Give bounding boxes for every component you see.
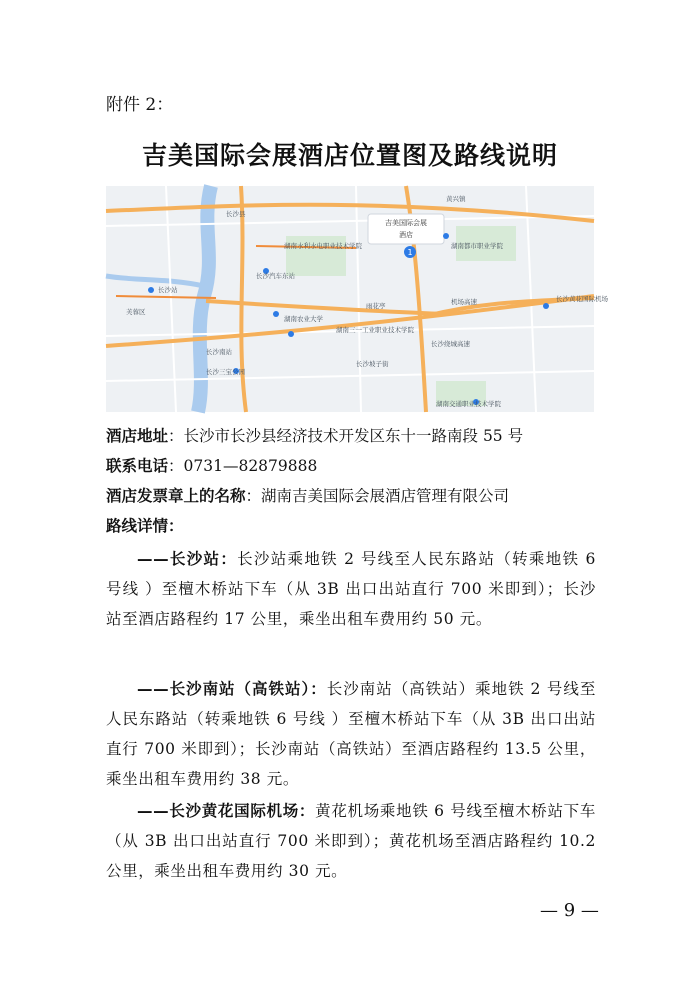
page-number: — 9 — <box>540 900 599 921</box>
map-label-hotel-1: 吉美国际会展 <box>385 219 427 227</box>
map-label-huangxing: 黄兴镇 <box>446 195 466 203</box>
map-label-bus-station: 长沙汽车东站 <box>256 272 295 280</box>
route-head: ——长沙南站（高铁站）： <box>137 680 327 698</box>
phone-line <box>106 454 317 476</box>
map-label-hotel-2: 酒店 <box>399 231 413 239</box>
route-head: ——长沙站： <box>137 550 238 568</box>
invoice-label: 酒店发票章上的名称 <box>106 487 246 505</box>
route-text: 长沙站乘地铁 2 号线至人民东路站（转乘地铁 6 号线 ）至檀木桥站下车（从 3B 出口出站直行 700 米即到）；长沙站至酒店路程约 17 公里，乘坐出租车费用约 50 元。 <box>106 550 596 628</box>
map-label-airport: 长沙黄花国际机场 <box>556 295 608 303</box>
map-label-airport-highway: 机场高速 <box>451 298 477 306</box>
hotel-marker[interactable]: 1 <box>407 248 413 257</box>
invoice-line <box>106 484 509 506</box>
phone-value: ：0731—82879888 <box>168 457 318 475</box>
map-label-south-station: 长沙南站 <box>206 348 232 356</box>
map-label-changsha-station: 长沙站 <box>158 286 178 294</box>
map-label-furong: 芙蓉区 <box>126 308 146 316</box>
map-label-yuhua: 雨花亭 <box>366 302 386 310</box>
attachment-label: 附件 2： <box>106 95 174 115</box>
route-airport <box>106 796 596 886</box>
address-line <box>106 424 523 446</box>
page-title: 吉美国际会展酒店位置图及路线说明 <box>141 141 558 170</box>
address-label: 酒店地址 <box>106 427 169 445</box>
route-text: 长沙南站（高铁站）乘地铁 2 号线至人民东路站（转乘地铁 6 号线 ）至檀木桥站下车（从 3B 出口出站直行 700 米即到）；长沙南站（高铁站）至酒店路程约 13.5 公里，乘坐出租车费用约 38 元。 <box>106 680 596 788</box>
map-label-rao: 长沙绕城高速 <box>431 340 470 348</box>
map-canvas <box>106 186 608 412</box>
route-head: ——长沙黄花国际机场： <box>137 802 316 820</box>
invoice-value: ：湖南吉美国际会展酒店管理有限公司 <box>245 487 510 505</box>
map-label-sanyi: 湖南三一工业职业技术学院 <box>336 326 414 334</box>
map-label-xinkaipu: 长沙县 <box>226 210 246 218</box>
phone-label: 联系电话 <box>106 457 169 475</box>
route-label: 路线详情： <box>106 517 184 535</box>
route-changsha-south <box>106 674 596 794</box>
address-value: ：长沙市长沙县经济技术开发区东十一路南段 55 号 <box>168 427 524 445</box>
map-label-nongye: 湖南农业大学 <box>284 315 323 323</box>
route-changsha-station <box>106 544 596 634</box>
map-label-lawai: 长沙坡子街 <box>356 360 389 368</box>
route-text: 黄花机场乘地铁 6 号线至檀木桥站下车（从 3B 出口出站直行 700 米即到）；黄花机场至酒店路程约 10.2 公里，乘坐出租车费用约 30 元。 <box>106 802 596 880</box>
map-label-huanghua: 湖南都市职业学院 <box>451 242 503 250</box>
map-label-jiaotong: 湖南交通职业技术学院 <box>436 400 501 408</box>
map-label-dujiang: 长沙三宝公园 <box>206 368 245 376</box>
map-label-shuili: 湖南水利水电职业技术学院 <box>284 242 362 250</box>
location-map[interactable] <box>106 186 608 412</box>
